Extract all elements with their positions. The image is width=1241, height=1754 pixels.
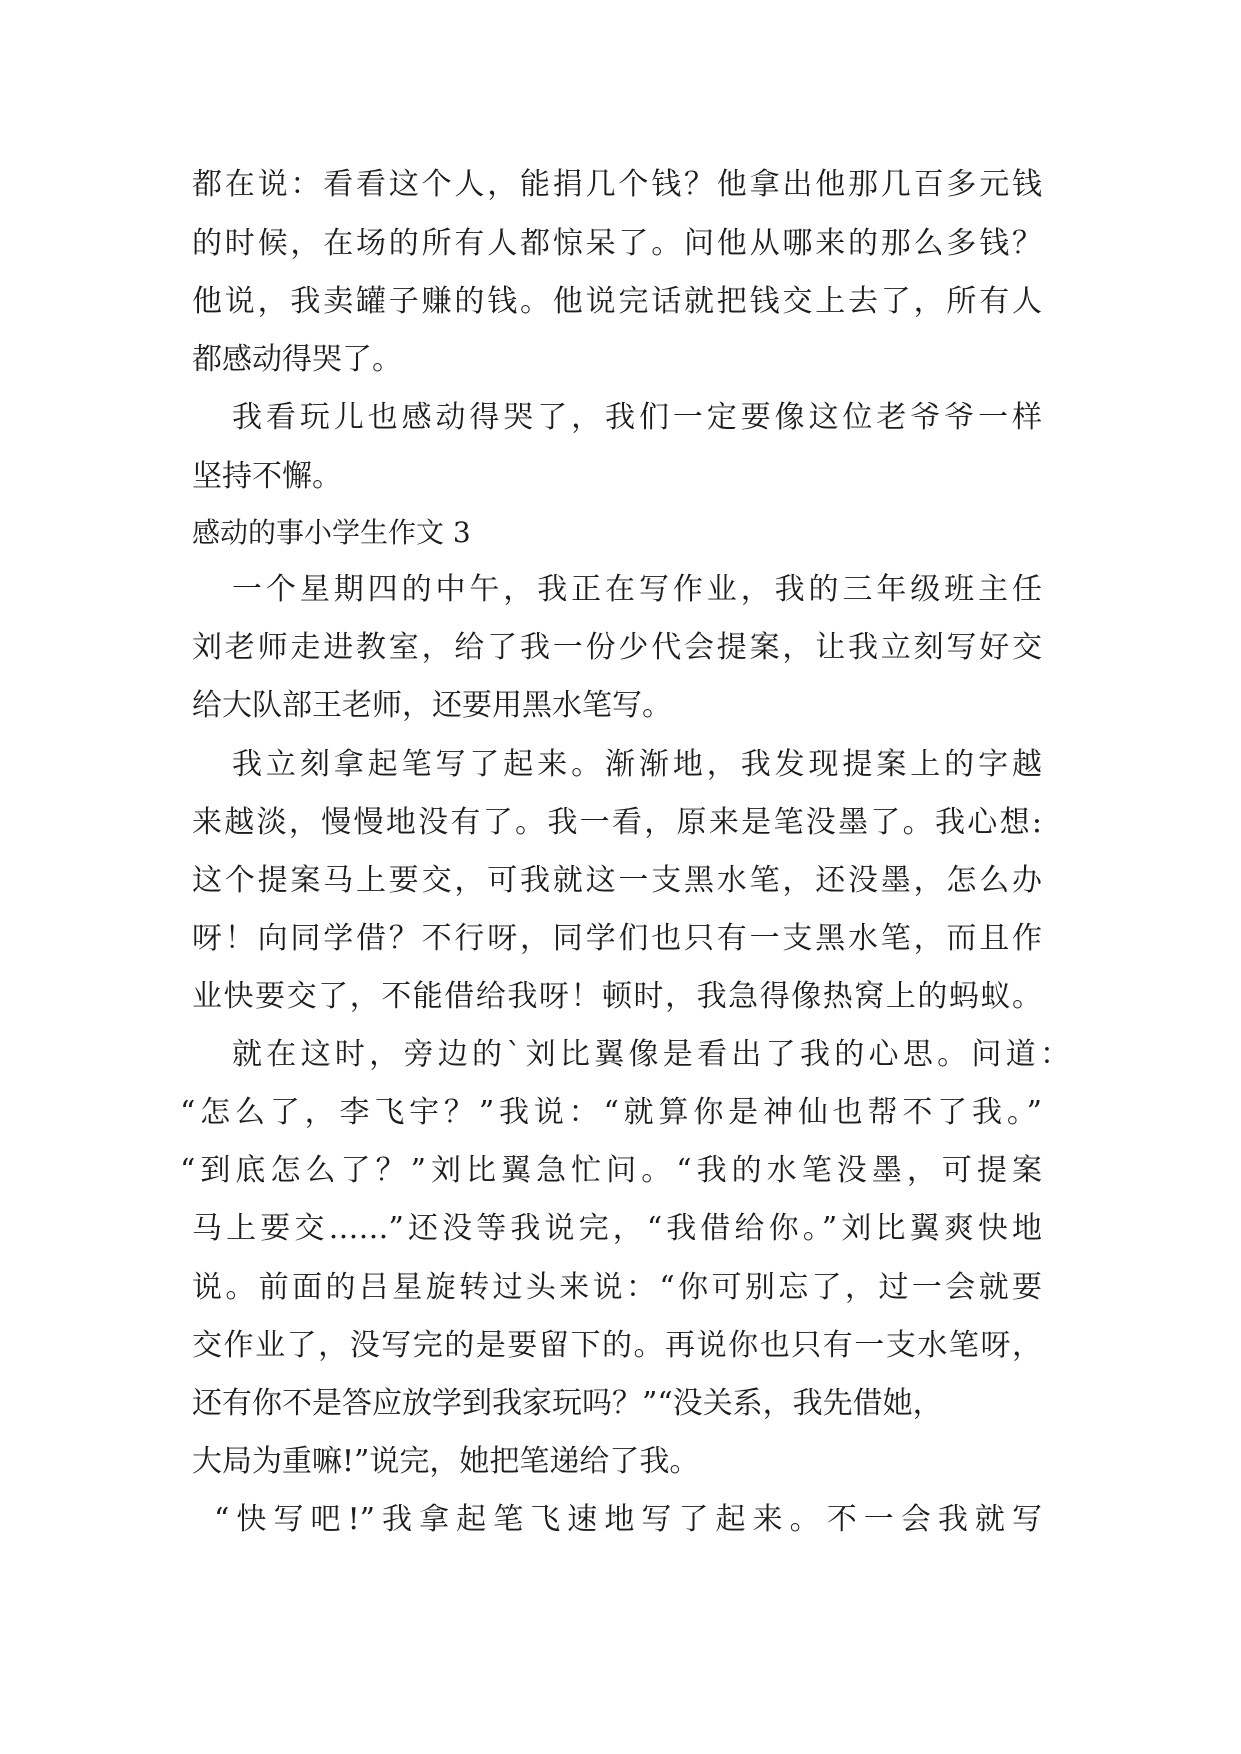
text-line: 马上要交……”还没等我说完，“我借给你。”刘比翼爽快地 <box>192 1211 1042 1246</box>
text-line: 业快要交了，不能借给我呀！顿时，我急得像热窝上的蚂蚁。 <box>192 979 1042 1014</box>
section-heading: 感动的事小学生作文 3 <box>192 516 471 549</box>
text-line: 都感动得哭了。 <box>192 342 402 377</box>
text-line: 就在这时，旁边的`刘比翼像是看出了我的心思。问道： <box>232 1037 1070 1072</box>
text-line: 这个提案马上要交，可我就这一支黑水笔，还没墨，怎么办 <box>192 863 1042 898</box>
text-line: 交作业了，没写完的是要留下的。再说你也只有一支水笔呀， <box>192 1328 1042 1363</box>
text-line: 还有你不是答应放学到我家玩吗？”“没关系，我先借她， <box>192 1386 943 1421</box>
text-line: 的时候，在场的所有人都惊呆了。问他从哪来的那么多钱？ <box>192 226 1042 261</box>
text-line: 都在说：看看这个人，能捐几个钱？他拿出他那几百多元钱 <box>192 167 1042 202</box>
text-line: 大局为重嘛!”说完，她把笔递给了我。 <box>192 1444 700 1479</box>
text-line: 来越淡，慢慢地没有了。我一看，原来是笔没墨了。我心想: <box>192 805 1042 840</box>
text-line: 坚持不懈。 <box>192 459 342 494</box>
text-line: “到底怎么了？”刘比翼急忙问。“我的水笔没墨，可提案 <box>180 1153 1042 1188</box>
text-line: 刘老师走进教室，给了我一份少代会提案，让我立刻写好交 <box>192 630 1042 665</box>
text-line: 他说，我卖罐子赚的钱。他说完话就把钱交上去了，所有人 <box>192 284 1042 319</box>
text-line: “怎么了，李飞宇？”我说：“就算你是神仙也帮不了我。” <box>180 1095 1042 1130</box>
text-line: 说。前面的吕星旋转过头来说：“你可别忘了，过一会就要 <box>192 1270 1042 1305</box>
text-line: “快写吧!”我拿起笔飞速地写了起来。不一会我就写 <box>214 1502 1042 1537</box>
text-line: 我立刻拿起笔写了起来。渐渐地，我发现提案上的字越 <box>232 747 1042 782</box>
text-line: 我看玩儿也感动得哭了，我们一定要像这位老爷爷一样 <box>232 400 1042 435</box>
text-line: 一个星期四的中午，我正在写作业，我的三年级班主任 <box>232 572 1042 607</box>
text-line: 给大队部王老师，还要用黑水笔写。 <box>192 688 672 723</box>
text-line: 呀！向同学借？不行呀，同学们也只有一支黑水笔，而且作 <box>192 921 1042 956</box>
